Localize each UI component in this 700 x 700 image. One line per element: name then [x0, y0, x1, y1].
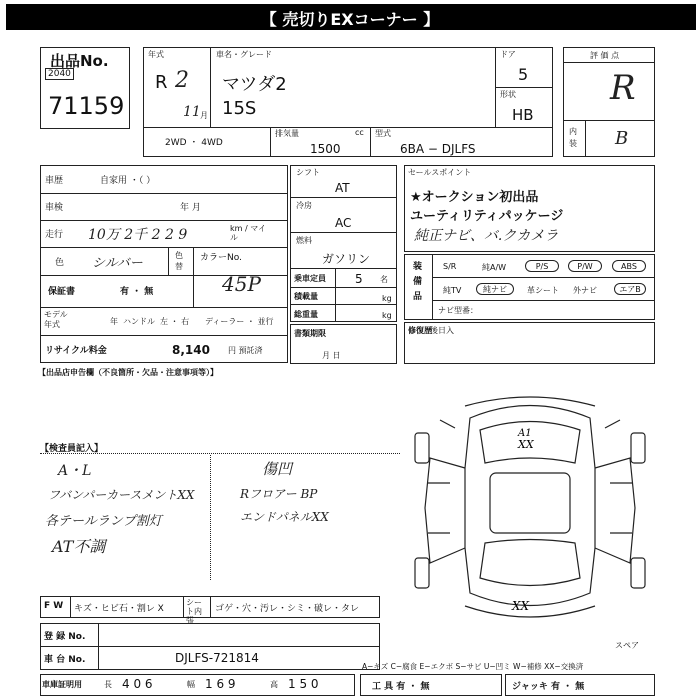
recycle-unit: 円 預託済 [228, 346, 263, 355]
mileage-label: 走行 [45, 230, 64, 240]
weight-unit: kg [382, 311, 392, 320]
height-label: 高 [270, 680, 278, 689]
note-left-1: A・L [58, 463, 92, 479]
repair-label: 修復歴 [408, 326, 432, 335]
grade: 15S [222, 98, 257, 119]
mileage-value: 10万 2千 2 2 9 [88, 227, 188, 243]
note-left-4: AT不調 [52, 537, 106, 556]
color-label: 色 [55, 258, 65, 268]
chassis-label: 車 台 No. [44, 655, 86, 665]
year-label: 年式 [148, 50, 164, 59]
spare-label: スペア [615, 641, 639, 650]
inspector-label: 【検査員記入】 [40, 444, 104, 454]
fuel: ガソリン [322, 252, 371, 266]
equip-airbag: エアB [614, 283, 646, 295]
load-unit: kg [382, 294, 392, 303]
fuel-label: 燃料 [296, 236, 312, 245]
sales-2: ユーティリティパッケージ [410, 209, 564, 224]
history-value: 自家用 ・（ ） [100, 176, 156, 186]
banner-title: 【 売切りEXコーナー 】 [260, 10, 440, 29]
door-label: ドア [500, 50, 516, 59]
reg-label: 登 録 No. [44, 632, 86, 642]
notes-label: 【出品店申告欄（不良箇所・欠品・注意事項等）】 [38, 368, 218, 377]
handle-label: ハンドル [123, 317, 155, 326]
equip-pw: P/W [568, 260, 602, 272]
color-value: シルバー [92, 256, 143, 271]
displacement-label: 排気量 [275, 129, 299, 138]
width-label: 幅 [187, 680, 195, 689]
navi-label: ナビ型番： [438, 306, 478, 315]
seat-value: ゴゲ・穴・汚レ・シミ・破レ・タレ [215, 604, 360, 614]
doc-label: 書類期限 [294, 329, 326, 338]
equip-tv: 純TV [443, 286, 462, 295]
capacity: 5 [355, 272, 363, 286]
left-info-box [40, 165, 288, 363]
ac: AC [335, 216, 352, 230]
chassis: DJLFS-721814 [175, 651, 259, 665]
note-right-1: 傷凹 [262, 460, 293, 478]
tools-label: 工 具 有 ・ 無 [372, 682, 430, 692]
car-name: マツダ2 [222, 74, 287, 95]
equip-leather: 革シート [527, 286, 559, 295]
shift: AT [335, 181, 350, 195]
height: 1 5 0 [288, 677, 319, 691]
equip-navi: 純ナビ [476, 283, 514, 295]
entry-no-label: 出品No. [50, 52, 109, 70]
car-name-label: 車名・グレード [216, 50, 272, 59]
equip-sr: S/R [443, 262, 457, 271]
note-right-2: Rフロアー BP [240, 487, 318, 501]
equip-ext-navi: 外ナビ [573, 286, 597, 295]
equip-ps: P/S [525, 260, 559, 272]
car-diagram [410, 388, 650, 638]
month-unit: 月 [200, 111, 208, 120]
displacement: 1500 [310, 142, 341, 156]
entry-no-sub: 2040 [45, 68, 74, 80]
mileage-unit: km / マイル [230, 224, 267, 242]
color-change-label: 色替 [175, 251, 183, 271]
note-left-2: フバンパーカースメントXX [48, 488, 195, 502]
ac-label: 冷房 [296, 201, 312, 210]
model-label: 型式 [375, 129, 391, 138]
seat-label: シート内張 [186, 598, 202, 625]
handle-value: 左 ・ 右 [160, 317, 190, 326]
capacity-label: 乗車定員 [294, 274, 326, 283]
inspection-unit: 年 月 [180, 203, 201, 213]
recycle-value: 8,140 [172, 343, 210, 357]
note-right-3: エンドパネルXX [240, 510, 329, 524]
sales-3: 純正ナビ、バ.クカメラ [414, 228, 559, 244]
equip-label: 装備品 [413, 262, 423, 302]
entry-no: 71159 [48, 92, 125, 120]
model: 6BA − DJLFS [400, 142, 476, 156]
doc-unit: 月 日 [322, 351, 341, 360]
len: 4 0 6 [122, 677, 153, 691]
warranty-label: 保証書 [48, 287, 76, 297]
diagram-mark-front: XX [518, 438, 534, 451]
year: 2 [175, 68, 189, 93]
repair-value: 後日入 [430, 326, 454, 335]
interior: B [615, 128, 629, 149]
sales-1: ★オークション初出品 [410, 190, 539, 205]
history-label: 車歴 [45, 176, 64, 186]
weight-label: 総重量 [294, 310, 318, 319]
month: 11 [183, 104, 201, 120]
interior-label: 内装 [569, 127, 577, 148]
shape-label: 形状 [500, 90, 516, 99]
score-label: 評 価 点 [590, 51, 620, 60]
fw-value: キズ・ヒビ石・割レ X [74, 604, 164, 614]
warranty-value: 有 ・ 無 [120, 287, 154, 297]
dealer-label: ディーラー ・ 並行 [205, 317, 274, 326]
jack-label: ジャッキ 有 ・ 無 [512, 682, 585, 692]
drive-label: 2WD ・ 4WD [165, 138, 223, 148]
diagram-mark-a1: A1 [518, 428, 532, 439]
cert-label: 車庫証明用 [42, 680, 82, 689]
equip-abs: ABS [612, 260, 646, 272]
inspection-label: 車検 [45, 203, 64, 213]
fw-label: F W [44, 601, 64, 611]
capacity-unit: 名 [380, 275, 388, 284]
shift-label: シフト [296, 168, 320, 177]
shape: HB [512, 106, 534, 124]
color-no: 45P [222, 272, 261, 296]
width: 1 6 9 [205, 677, 236, 691]
displacement-unit: cc [355, 128, 364, 137]
era: R [155, 72, 168, 93]
score: R [610, 68, 636, 108]
doors: 5 [518, 65, 529, 84]
color-no-label: カラーNo. [200, 253, 242, 263]
note-left-3: 各テールランプ割灯 [45, 514, 162, 529]
load-label: 積載量 [294, 292, 318, 301]
sales-label: セールスポイント [408, 168, 472, 177]
damage-legend: A−キズ C−腐食 E−エクボ S−サビ U−凹ミ W−補修 XX−交換済 [362, 662, 584, 671]
recycle-label: リサイクル料金 [45, 346, 107, 356]
model-year-label: モデル年式 [44, 310, 68, 329]
equip-alloy: 純A/W [482, 263, 507, 272]
diagram-mark-rear: XX [512, 599, 530, 613]
model-year-unit: 年 [110, 317, 118, 326]
len-label: 長 [104, 680, 112, 689]
